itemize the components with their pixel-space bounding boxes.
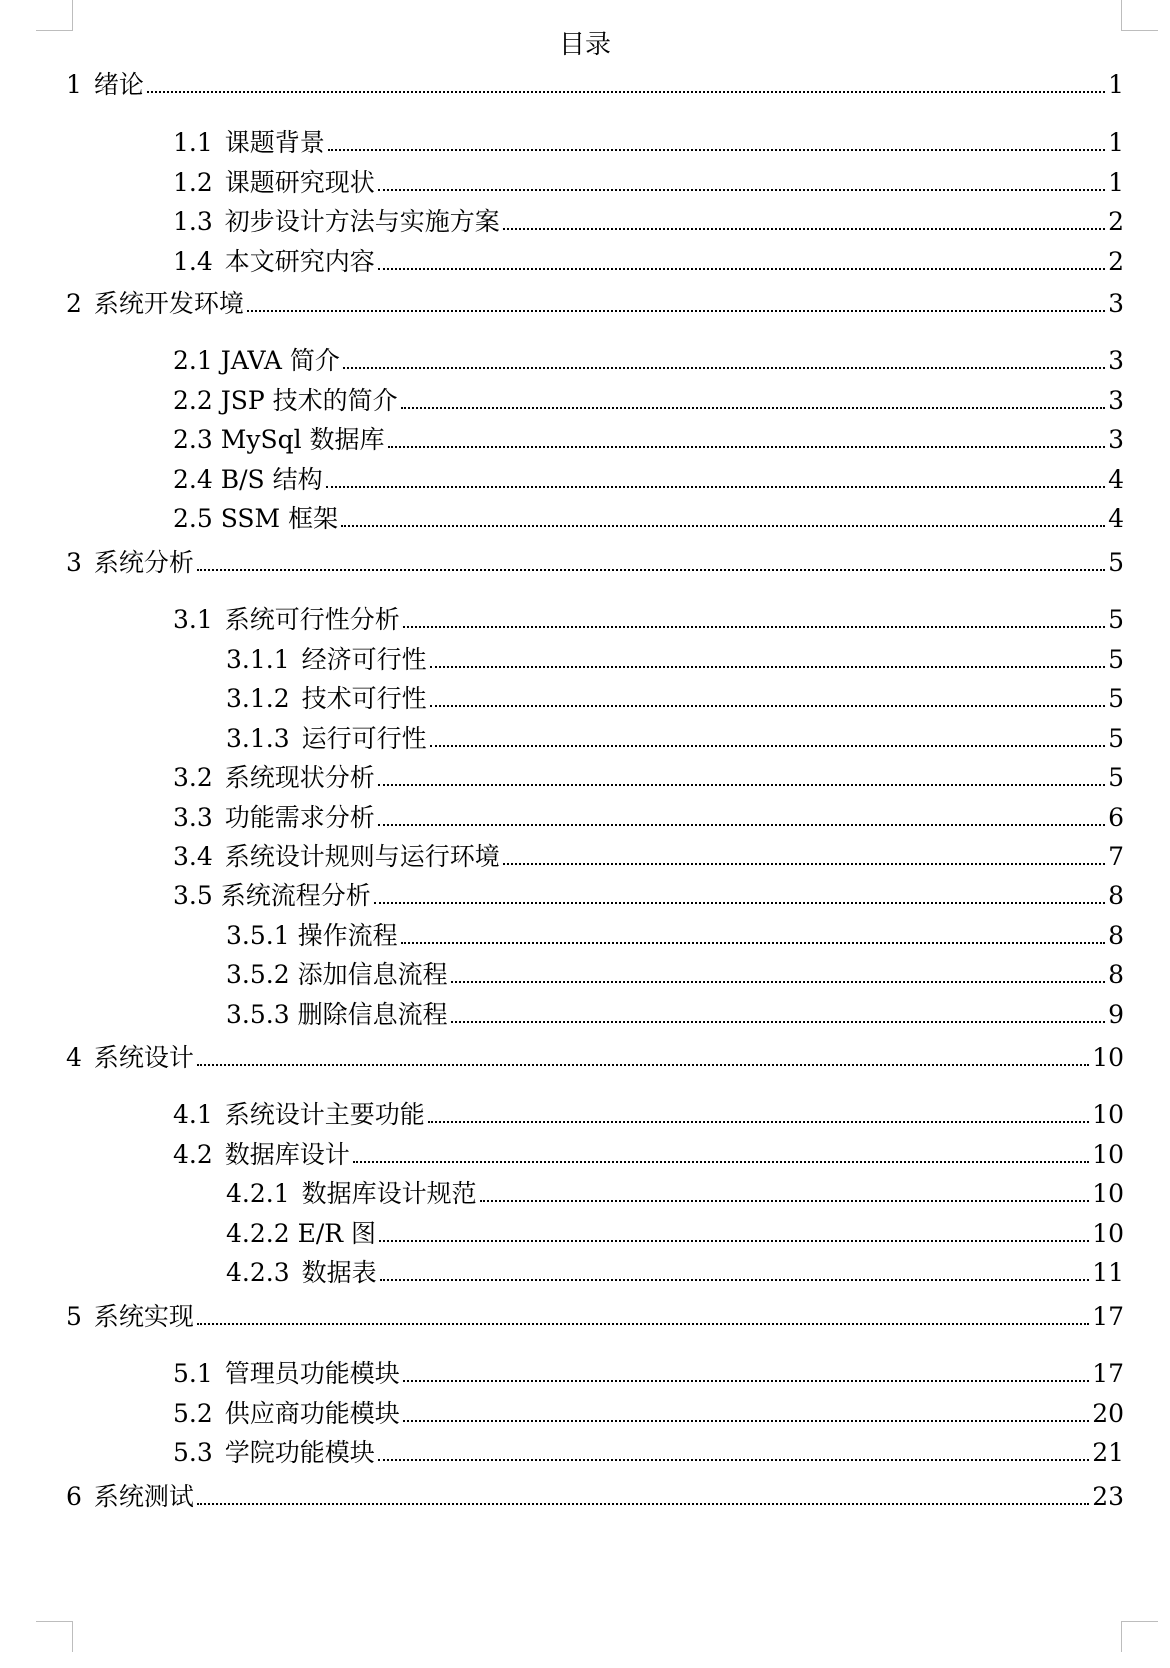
- dot-leader: [247, 310, 1105, 312]
- toc-entry[interactable]: [173, 761, 1124, 795]
- entry-title: 学院功能模块: [224, 1438, 375, 1467]
- dot-leader: [147, 91, 1105, 93]
- entry-number: 5.3: [173, 1438, 213, 1467]
- entry-title: E/R 图: [297, 1219, 377, 1248]
- entry-title: 操作流程: [297, 921, 398, 950]
- dot-leader: [197, 1503, 1089, 1505]
- dot-leader: [430, 745, 1105, 747]
- dot-leader: [480, 1200, 1090, 1202]
- dot-leader: [328, 149, 1105, 151]
- entry-page: 5: [1108, 645, 1124, 674]
- entry-number: 6: [66, 1482, 82, 1511]
- dot-leader: [401, 407, 1105, 409]
- toc-entry[interactable]: [66, 1480, 1124, 1514]
- entry-number: 4.2.2: [226, 1219, 290, 1248]
- entry-title: 功能需求分析: [224, 803, 375, 832]
- entry-title: 本文研究内容: [224, 247, 375, 276]
- dot-leader: [428, 1121, 1089, 1123]
- entry-title: SSM 框架: [220, 504, 339, 533]
- entry-number: 2.5: [173, 504, 213, 533]
- entry-title: JAVA 简介: [220, 346, 340, 375]
- entry-title: 数据表: [301, 1258, 377, 1287]
- entry-title: 系统实现: [93, 1302, 194, 1331]
- entry-title: 系统测试: [93, 1482, 194, 1511]
- toc-entry[interactable]: [173, 384, 1124, 418]
- entry-page: 10: [1092, 1043, 1124, 1072]
- dot-leader: [378, 189, 1105, 191]
- entry-number: 3.5.2: [226, 960, 290, 989]
- dot-leader: [403, 1380, 1089, 1382]
- toc-entry[interactable]: [226, 958, 1124, 992]
- crop-mark-top-right: [1121, 0, 1158, 31]
- entry-page: 10: [1092, 1179, 1124, 1208]
- entry-page: 1: [1108, 70, 1124, 99]
- entry-title: 系统设计主要功能: [224, 1100, 425, 1129]
- entry-title: 系统设计规则与运行环境: [224, 842, 500, 871]
- dot-leader: [378, 1459, 1089, 1461]
- toc-entry[interactable]: [173, 1436, 1124, 1470]
- dot-leader: [197, 1323, 1089, 1325]
- entry-number: 4.2.1: [226, 1179, 290, 1208]
- entry-page: 2: [1108, 207, 1124, 236]
- entry-page: 1: [1108, 128, 1124, 157]
- toc-entry[interactable]: [226, 1217, 1124, 1251]
- entry-number: 5.1: [173, 1359, 213, 1388]
- dot-leader: [451, 1021, 1106, 1023]
- toc-entry[interactable]: [226, 682, 1124, 716]
- entry-page: 10: [1092, 1100, 1124, 1129]
- dot-leader: [197, 1064, 1089, 1066]
- entry-number: 3.1: [173, 605, 213, 634]
- toc-entry[interactable]: [173, 879, 1124, 913]
- entry-number: 3.1.3: [226, 724, 290, 753]
- entry-number: 4.2.3: [226, 1258, 290, 1287]
- toc-entry[interactable]: [226, 643, 1124, 677]
- toc-entry[interactable]: [66, 68, 1124, 102]
- entry-page: 6: [1108, 803, 1124, 832]
- entry-number: 3.4: [173, 842, 213, 871]
- entry-page: 3: [1108, 386, 1124, 415]
- entry-title: B/S 结构: [220, 465, 323, 494]
- dot-leader: [353, 1161, 1089, 1163]
- dot-leader: [378, 824, 1105, 826]
- entry-page: 7: [1108, 842, 1124, 871]
- entry-page: 23: [1092, 1482, 1124, 1511]
- entry-page: 8: [1108, 921, 1124, 950]
- toc-entry[interactable]: [173, 1397, 1124, 1431]
- entry-number: 4.1: [173, 1100, 213, 1129]
- toc-entry[interactable]: [173, 1098, 1124, 1132]
- entry-number: 4.2: [173, 1140, 213, 1169]
- entry-title: 系统现状分析: [224, 763, 375, 792]
- entry-page: 8: [1108, 881, 1124, 910]
- entry-page: 3: [1108, 346, 1124, 375]
- entry-title: 系统设计: [93, 1043, 194, 1072]
- entry-number: 2.2: [173, 386, 213, 415]
- entry-title: 供应商功能模块: [224, 1399, 400, 1428]
- entry-title: 数据库设计: [224, 1140, 350, 1169]
- entry-page: 10: [1092, 1219, 1124, 1248]
- entry-number: 4: [66, 1043, 82, 1072]
- dot-leader: [403, 626, 1105, 628]
- entry-page: 4: [1108, 504, 1124, 533]
- crop-mark-bottom-right: [1121, 1621, 1158, 1652]
- entry-number: 5: [66, 1302, 82, 1331]
- entry-title: 绪论: [93, 70, 144, 99]
- dot-leader: [503, 228, 1105, 230]
- entry-page: 5: [1108, 763, 1124, 792]
- entry-page: 5: [1108, 548, 1124, 577]
- entry-title: 运行可行性: [301, 724, 427, 753]
- toc-entry[interactable]: [226, 1177, 1124, 1211]
- dot-leader: [341, 525, 1105, 527]
- toc-entry[interactable]: [173, 463, 1124, 497]
- dot-leader: [379, 1240, 1089, 1242]
- dot-leader: [343, 367, 1105, 369]
- entry-title: 删除信息流程: [297, 1000, 448, 1029]
- entry-page: 2: [1108, 247, 1124, 276]
- dot-leader: [388, 446, 1106, 448]
- toc-entry[interactable]: [173, 166, 1124, 200]
- entry-number: 1.2: [173, 168, 213, 197]
- entry-page: 20: [1092, 1399, 1124, 1428]
- entry-page: 5: [1108, 605, 1124, 634]
- toc-entry[interactable]: [173, 1138, 1124, 1172]
- toc-entry[interactable]: [173, 126, 1124, 160]
- toc-entry[interactable]: [173, 840, 1124, 874]
- entry-page: 17: [1092, 1302, 1124, 1331]
- toc-entry[interactable]: [66, 546, 1124, 580]
- dot-leader: [378, 784, 1105, 786]
- toc-entry[interactable]: [66, 287, 1124, 321]
- toc-entry[interactable]: [173, 603, 1124, 637]
- entry-title: 管理员功能模块: [224, 1359, 400, 1388]
- entry-number: 3.1.2: [226, 684, 290, 713]
- toc-entry[interactable]: [66, 1300, 1124, 1334]
- entry-number: 1: [66, 70, 82, 99]
- entry-title: 系统开发环境: [93, 289, 244, 318]
- entry-number: 2.3: [173, 425, 213, 454]
- entry-number: 3.2: [173, 763, 213, 792]
- dot-leader: [378, 268, 1105, 270]
- entry-number: 2: [66, 289, 82, 318]
- entry-number: 3.5: [173, 881, 213, 910]
- entry-page: 9: [1108, 1000, 1124, 1029]
- entry-page: 11: [1092, 1258, 1124, 1287]
- entry-title: 经济可行性: [301, 645, 427, 674]
- toc-entry[interactable]: [173, 344, 1124, 378]
- entry-title: 系统流程分析: [220, 881, 371, 910]
- entry-title: 课题研究现状: [224, 168, 375, 197]
- entry-page: 4: [1108, 465, 1124, 494]
- entry-page: 1: [1108, 168, 1124, 197]
- entry-page: 21: [1092, 1438, 1124, 1467]
- toc-entry[interactable]: [226, 919, 1124, 953]
- entry-number: 3.1.1: [226, 645, 290, 674]
- dot-leader: [380, 1279, 1090, 1281]
- entry-number: 3.3: [173, 803, 213, 832]
- toc-entry[interactable]: [226, 722, 1124, 756]
- entry-title: 系统分析: [93, 548, 194, 577]
- entry-page: 5: [1108, 684, 1124, 713]
- entry-number: 3: [66, 548, 82, 577]
- toc-entry[interactable]: [173, 245, 1124, 279]
- entry-number: 1.3: [173, 207, 213, 236]
- entry-title: 添加信息流程: [297, 960, 448, 989]
- dot-leader: [374, 902, 1105, 904]
- dot-leader: [197, 569, 1105, 571]
- dot-leader: [403, 1420, 1089, 1422]
- dot-leader: [503, 863, 1105, 865]
- entry-page: 3: [1108, 289, 1124, 318]
- entry-number: 2.4: [173, 465, 213, 494]
- toc-entry[interactable]: [173, 205, 1124, 239]
- entry-page: 3: [1108, 425, 1124, 454]
- entry-page: 5: [1108, 724, 1124, 753]
- entry-title: 初步设计方法与实施方案: [224, 207, 500, 236]
- toc-entry[interactable]: [173, 801, 1124, 835]
- entry-title: JSP 技术的简介: [220, 386, 398, 415]
- entry-page: 17: [1092, 1359, 1124, 1388]
- entry-page: 8: [1108, 960, 1124, 989]
- toc-entry[interactable]: [173, 502, 1124, 536]
- entry-number: 1.4: [173, 247, 213, 276]
- dot-leader: [430, 666, 1105, 668]
- toc-entry[interactable]: [66, 1041, 1124, 1075]
- dot-leader: [326, 486, 1106, 488]
- entry-number: 1.1: [173, 128, 213, 157]
- crop-mark-top-left: [36, 0, 73, 31]
- entry-page: 10: [1092, 1140, 1124, 1169]
- toc-entry[interactable]: [226, 998, 1124, 1032]
- dot-leader: [451, 981, 1106, 983]
- entry-number: 2.1: [173, 346, 213, 375]
- entry-number: 3.5.3: [226, 1000, 290, 1029]
- entry-title: 技术可行性: [301, 684, 427, 713]
- dot-leader: [430, 705, 1105, 707]
- toc-entry[interactable]: [226, 1256, 1124, 1290]
- crop-mark-bottom-left: [36, 1621, 73, 1652]
- entry-title: 数据库设计规范: [301, 1179, 477, 1208]
- toc-entry[interactable]: [173, 1357, 1124, 1391]
- entry-title: MySql 数据库: [220, 425, 385, 454]
- entry-title: 课题背景: [224, 128, 325, 157]
- toc-title: 目录: [558, 30, 611, 60]
- dot-leader: [401, 942, 1106, 944]
- entry-title: 系统可行性分析: [224, 605, 400, 634]
- entry-number: 5.2: [173, 1399, 213, 1428]
- toc-entry[interactable]: [173, 423, 1124, 457]
- entry-number: 3.5.1: [226, 921, 290, 950]
